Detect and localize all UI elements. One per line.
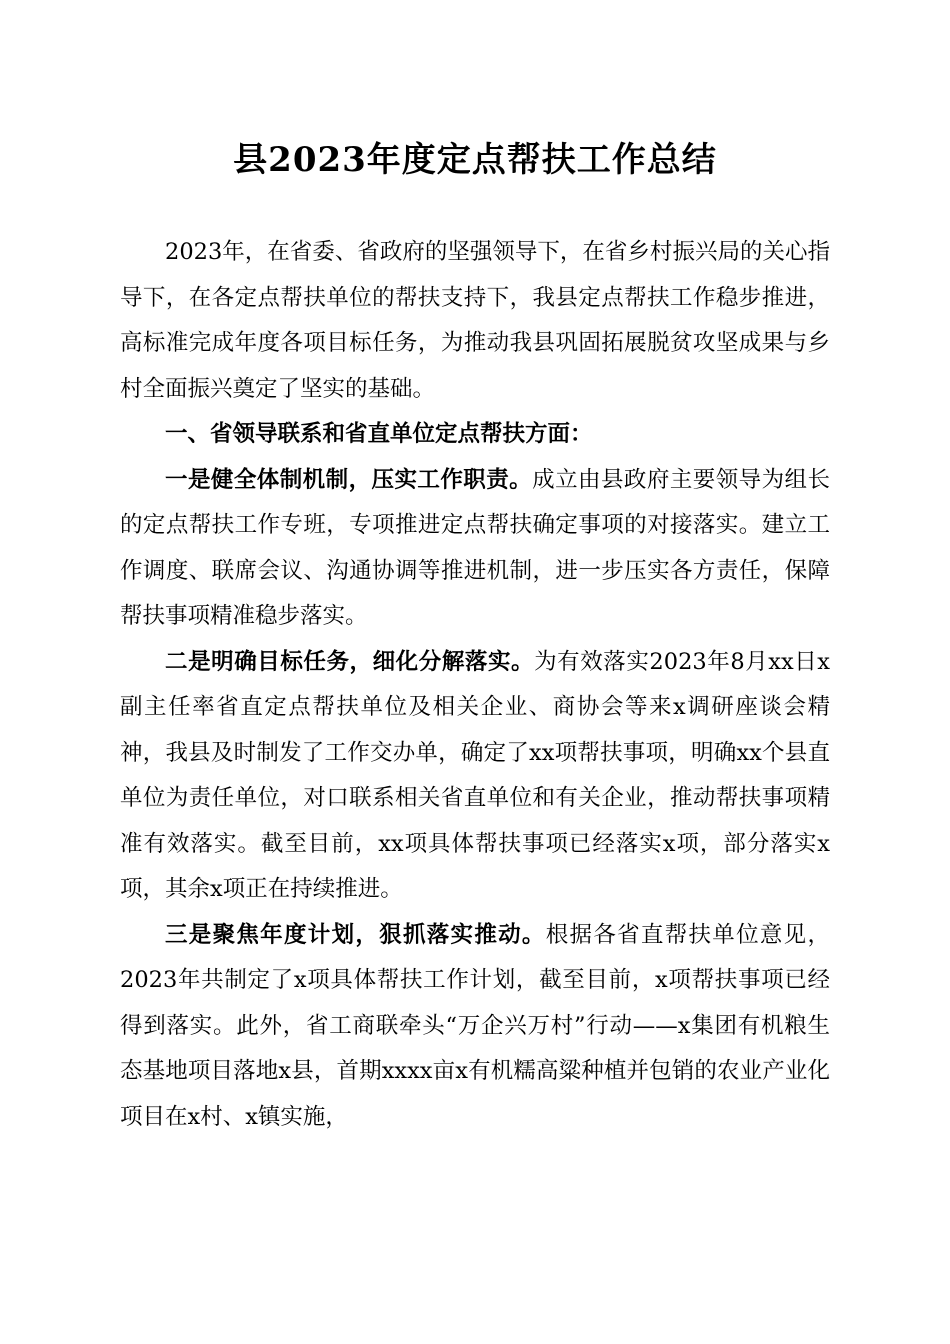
paragraph-item-3 — [120, 913, 830, 1141]
section-heading: 一、省领导联系和省直单位定点帮扶方面： — [165, 421, 593, 447]
paragraph-item-2 — [120, 640, 830, 913]
document-title: 县2023年度定点帮扶工作总结 — [233, 140, 717, 180]
paragraph-lead: 三是聚焦年度计划，狠抓落实推动。 — [165, 921, 546, 948]
paragraph-text: 为有效落实2023年8月xx日x副主任率省直定点帮扶单位及相关企业、商协会等来x调研座谈会精神，我县及时制发了工作交办单，确定了xx项帮扶事项，明确xx个县直单位为责任单位，对口联系相关省直单位和有关企业，推动帮扶事项精准有效落实。截至目前，xx项具体帮扶事项已经落实x项，部分落实x项，其余x项正在持续推进。 — [120, 648, 830, 902]
document-body — [120, 230, 830, 1140]
intro-paragraph: 2023年，在省委、省政府的坚强领导下，在省乡村振兴局的关心指导下，在各定点帮扶单位的帮扶支持下，我县定点帮扶工作稳步推进，高标准完成年度各项目标任务，为推动我县巩固拓展脱贫攻坚成果与乡村全面振兴奠定了坚实的基础。 — [120, 239, 830, 402]
paragraph-text: 根据各省直帮扶单位意见，2023年共制定了x项具体帮扶工作计划，截至目前，x项帮扶事项已经得到落实。此外，省工商联牵头“万企兴万村”行动——x集团有机粮生态基地项目落地x县，首期xxxx亩x有机糯高粱种植并包销的农业产业化项目在x村、x镇实施， — [120, 921, 830, 1130]
paragraph-lead: 二是明确目标任务，细化分解落实。 — [165, 648, 535, 675]
paragraph-lead: 一是健全体制机制，压实工作职责。 — [165, 466, 533, 493]
paragraph-text: 成立由县政府主要领导为组长的定点帮扶工作专班，专项推进定点帮扶确定事项的对接落实。建立工作调度、联席会议、沟通协调等推进机制，进一步压实各方责任，保障帮扶事项精准稳步落实。 — [120, 466, 830, 629]
paragraph-item-1 — [120, 458, 830, 640]
